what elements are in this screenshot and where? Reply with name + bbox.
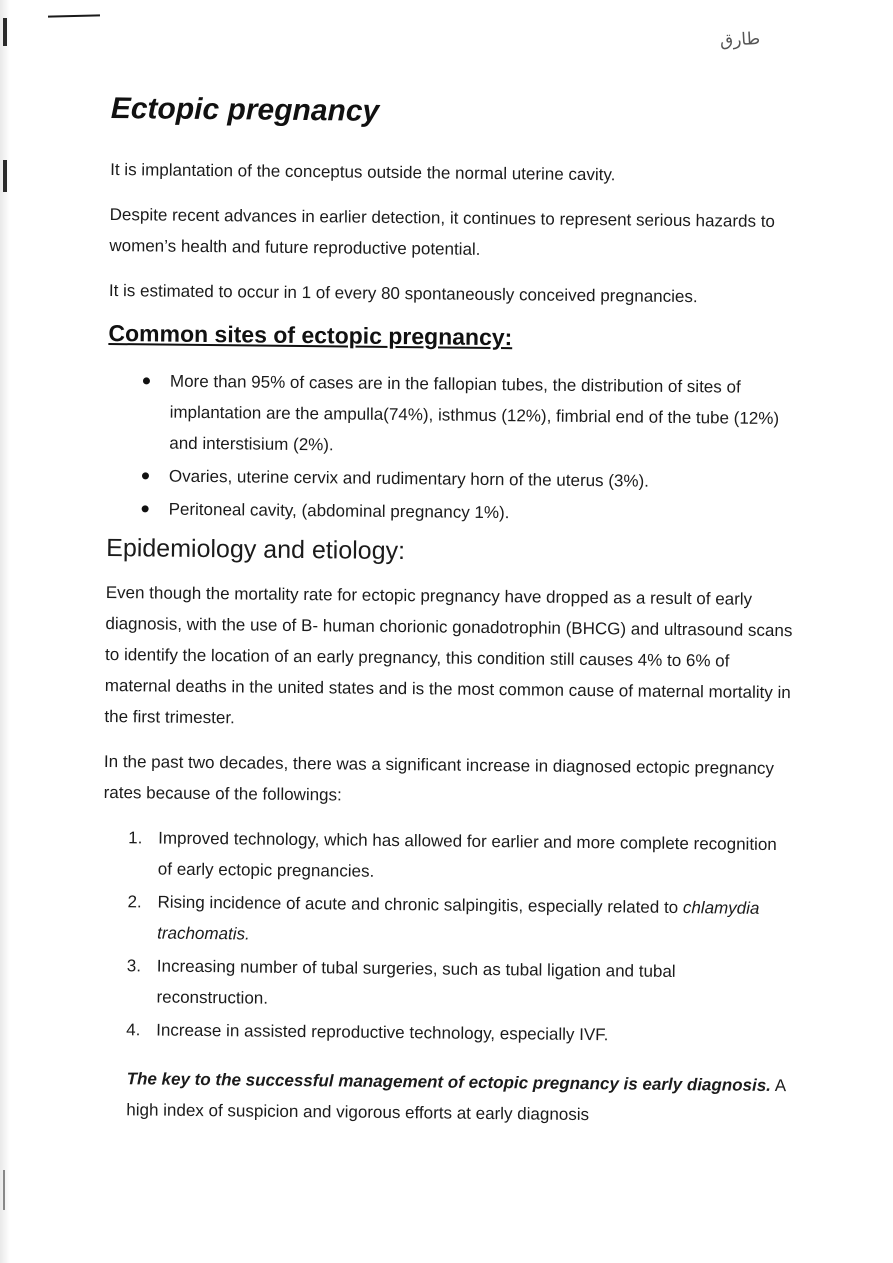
epidemiology-paragraph-2: In the past two decades, there was a significant increase in diagnosed ectopic pregnancy rates because of the followings: xyxy=(103,751,775,805)
reasons-list xyxy=(101,822,793,1052)
list-item xyxy=(169,461,797,499)
pen-dash-mark xyxy=(48,14,100,17)
document-page xyxy=(100,92,801,1146)
list-item xyxy=(168,494,796,532)
key-statement-rest: A high index of suspicion and vigorous efforts at early diagnosis xyxy=(126,1075,786,1125)
list-item-text: Improved technology, which has allowed for earlier and more complete recognition of early ectopic pregnancies. xyxy=(157,828,777,881)
list-item-text: Ovaries, uterine cervix and rudimentary horn of the uterus (3%). xyxy=(168,466,650,491)
list-item-text: Peritoneal cavity, (abdominal pregnancy 1%). xyxy=(168,499,510,523)
intro-paragraph-2: Despite recent advances in earlier detection, it continues to represent serious hazards to women’s health and future reproductive potential. xyxy=(109,204,776,259)
list-item xyxy=(126,1015,791,1053)
list-item xyxy=(127,887,793,956)
edge-mark xyxy=(3,18,7,46)
epidemiology-heading: Epidemiology and etiology: xyxy=(106,533,406,566)
key-statement-emphasis: The key to the successful management of ectopic pregnancy is early diagnosis. xyxy=(126,1069,772,1095)
list-item-text: More than 95% of cases are in the fallopian tubes, the distribution of sites of implantation are the ampulla(74%), isthmus (12%), fimbrial end of the tube (12%) and interstisium (2%). xyxy=(169,371,780,455)
list-item-text: Increase in assisted reproductive technology, especially IVF. xyxy=(156,1020,609,1045)
intro-paragraph-3: It is estimated to occur in 1 of every 80 spontaneously conceived pregnancies. xyxy=(108,280,698,307)
edge-mark xyxy=(3,160,7,192)
list-item xyxy=(128,823,794,892)
handwritten-note: طارق xyxy=(719,28,761,51)
bullet-icon xyxy=(142,505,149,512)
list-item xyxy=(126,951,792,1020)
edge-mark xyxy=(3,1170,5,1210)
list-number: 1. xyxy=(128,828,143,848)
epidemiology-paragraph-1: Even though the mortality rate for ectopic pregnancy have dropped as a result of early diagnosis, with the use of B- human chorionic gonadotrophin (BHCG) and ultrasound scans to identify the location of an early pregnancy, this condition still causes 4% to 6% of maternal deaths in the united states and is the most common cause of maternal mortality in the first trimester. xyxy=(104,582,793,728)
sites-list xyxy=(106,365,798,531)
list-number: 4. xyxy=(126,1020,141,1040)
bullet-icon xyxy=(142,472,149,479)
sites-heading: Common sites of ectopic pregnancy: xyxy=(108,319,513,351)
list-number: 3. xyxy=(126,956,142,976)
list-item-text: Increasing number of tubal surgeries, such as tubal ligation and tubal reconstruction. xyxy=(156,956,676,1008)
list-item-text: Rising incidence of acute and chronic salpingitis, especially related to xyxy=(157,892,683,918)
list-item xyxy=(169,366,798,466)
scan-edge xyxy=(0,0,10,1263)
bullet-icon xyxy=(143,377,150,384)
list-number: 2. xyxy=(127,892,142,912)
organism-name: chlamydia trachomatis. xyxy=(157,898,760,944)
page-title: Ectopic pregnancy xyxy=(110,92,380,128)
intro-paragraph-1: It is implantation of the conceptus outside the normal uterine cavity. xyxy=(110,159,616,185)
key-statement xyxy=(126,1063,791,1132)
